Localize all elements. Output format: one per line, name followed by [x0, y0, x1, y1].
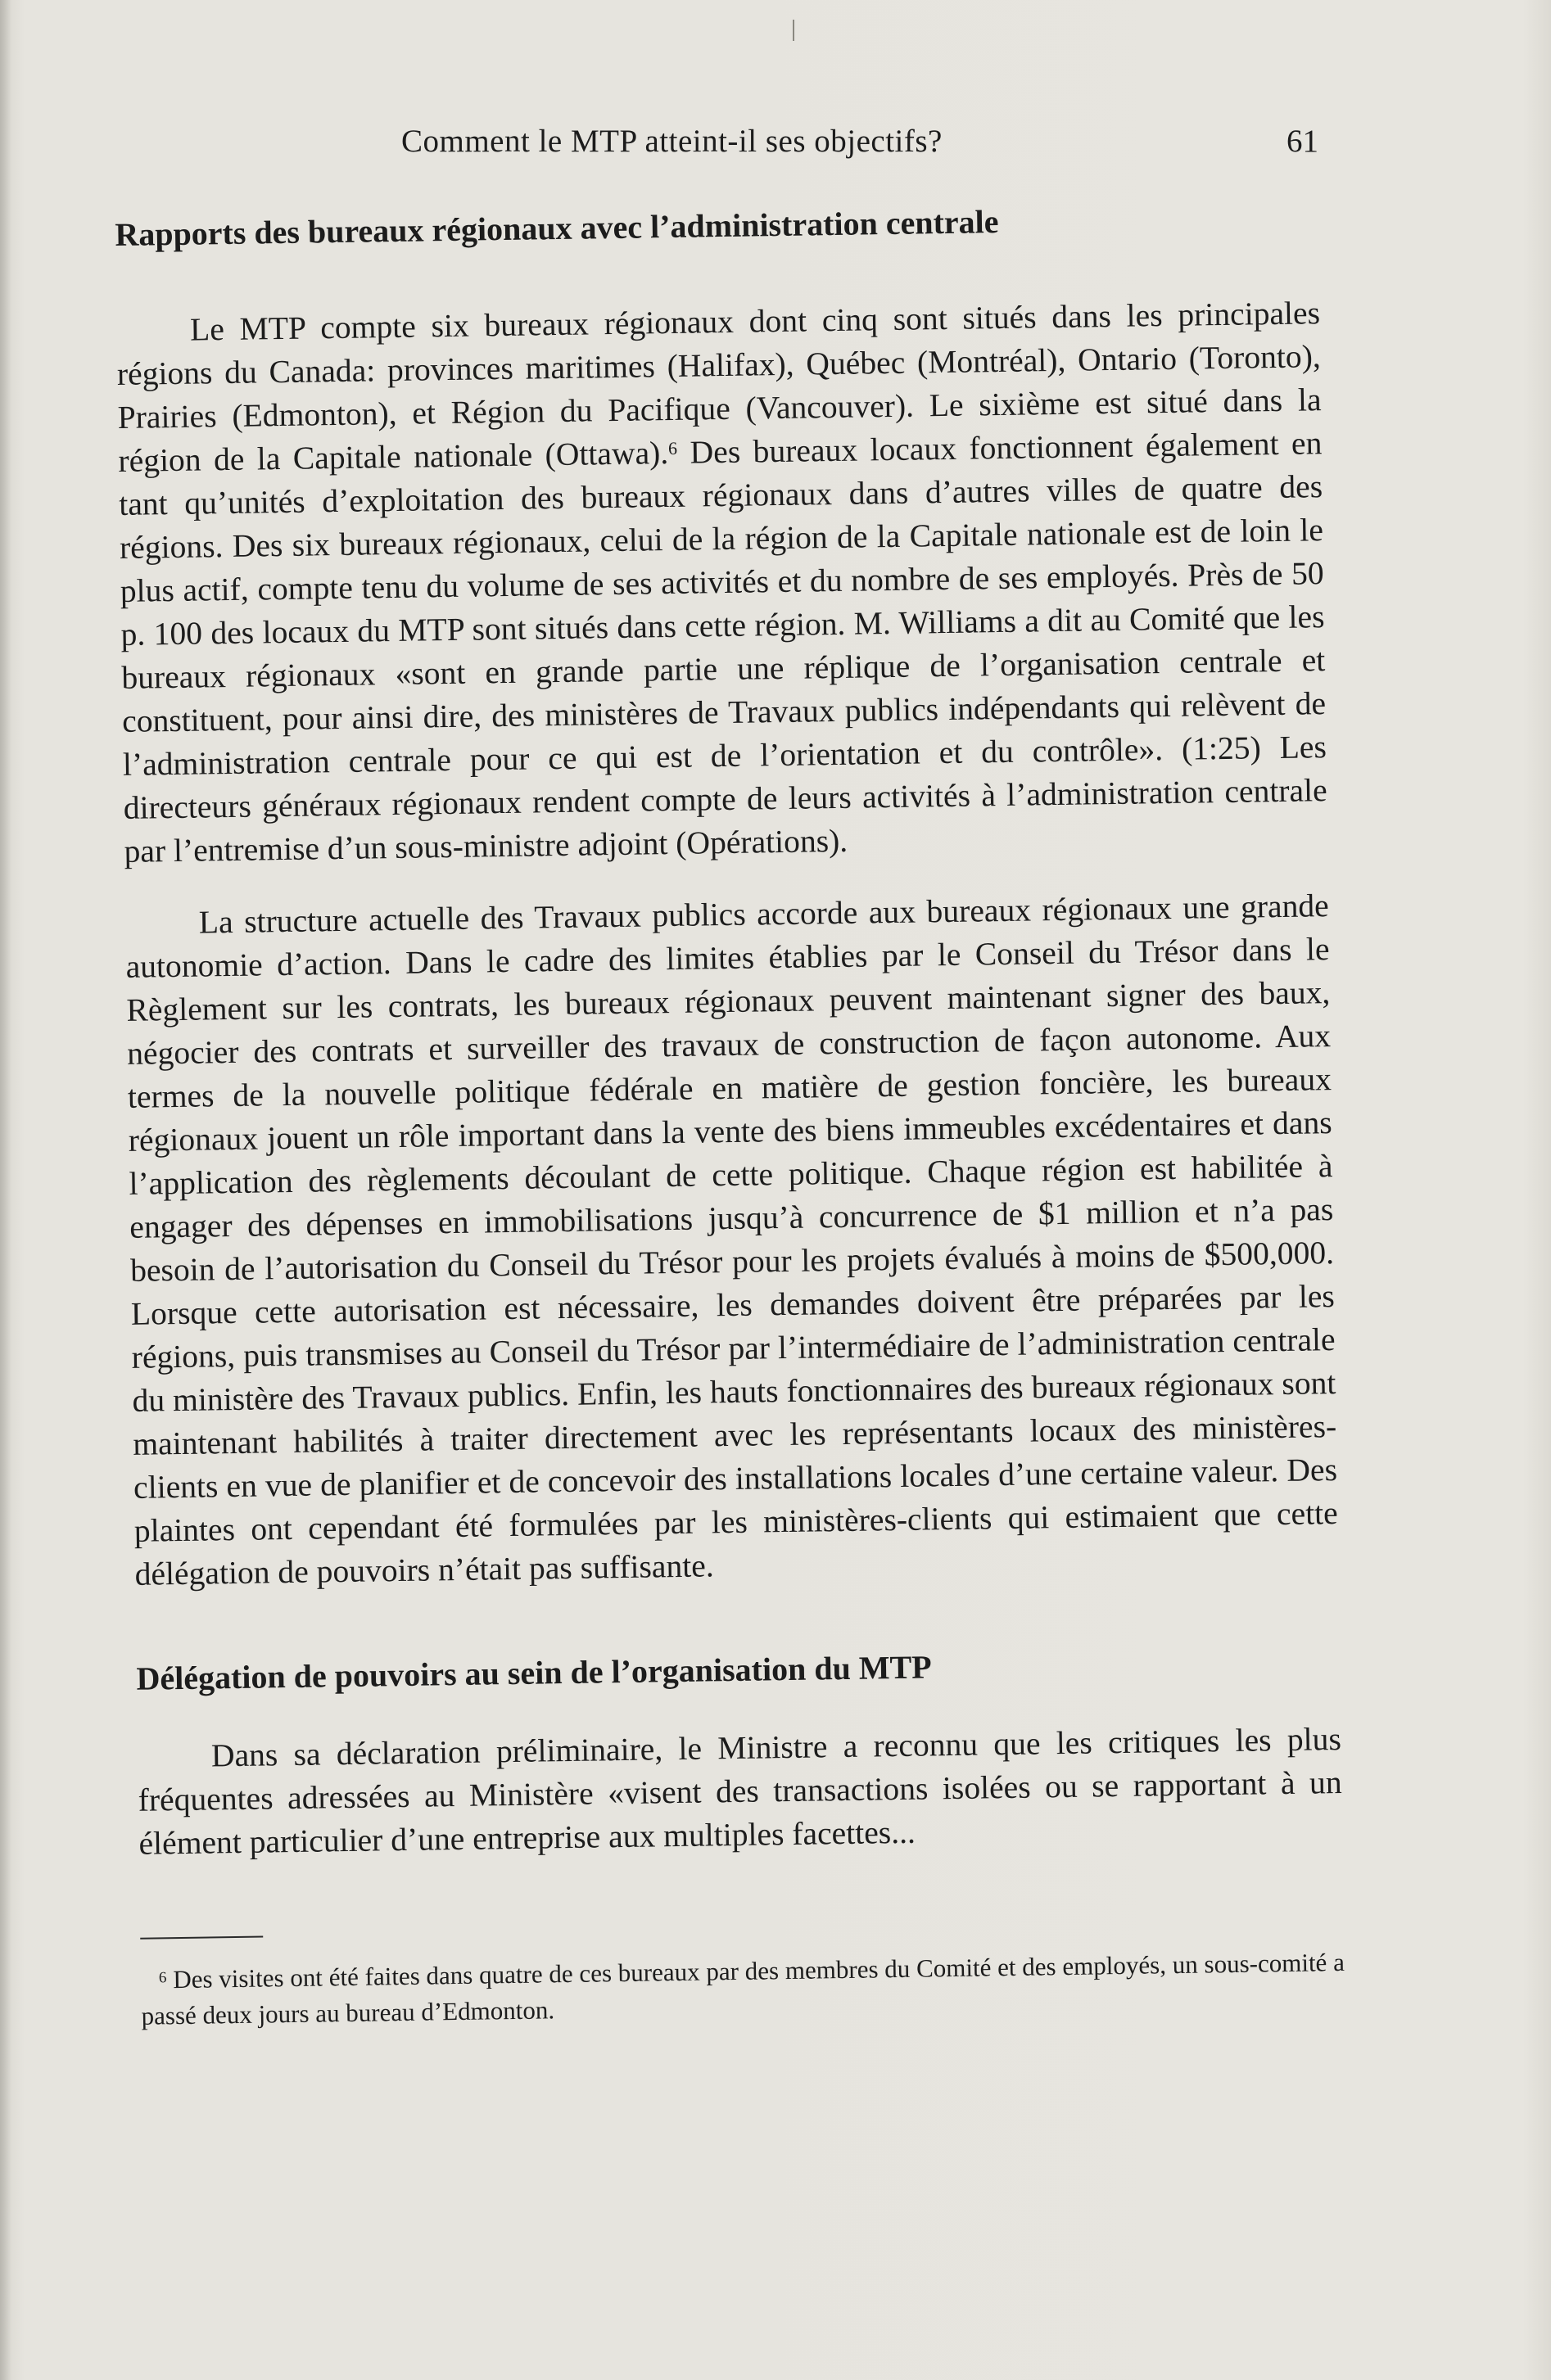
running-header — [115, 123, 1318, 172]
footnote-divider — [140, 1936, 263, 1940]
footnote-number: 6 — [158, 1969, 167, 1987]
page-number: 61 — [1286, 124, 1318, 159]
footnote — [141, 1944, 1345, 2035]
paragraph-autonomy: La structure actuelle des Travaux publics accorde aux bureaux régionaux une grande autonomie d’action. Dans le cadre des limites établies par le Conseil du Trésor dans le Règlement sur les contrats, les bureaux régionaux peuvent maintenant signer des baux, négocier des contrats et surveiller des travaux de construction de façon autonome. Aux termes de la nouvelle politique fédérale en matière de gestion foncière, les bureaux régionaux jouent un rôle important dans la vente des biens immeubles excédentaires et dans l’application des règlements découlant de cette politique. Chaque région est habilitée à engager des dépenses en immobilisations jusqu’à concurrence de $1 million et n’a pas besoin de l’autorisation du Conseil du Trésor pour les projets évalués à moins de $500,000. Lorsque cette autorisation est nécessaire, les demandes doivent être préparées par les régions, puis transmises au Conseil du Trésor par l’intermédiaire de l’administration centrale du ministère des Travaux publics. Enfin, les hauts fonctionnaires des bureaux régionaux sont maintenant habilités à traiter directement avec les représentants locaux des ministères-clients en vue de planifier et de concevoir des installations locales d’une certaine valeur. Des plaintes ont cependant été formulées par les ministères-clients qui estimaient que cette délégation de pouvoirs n’était pas suffisante. — [125, 887, 1339, 1592]
paragraph-text-part: Le MTP compte six bureaux régionaux dont cinq sont situés dans les principales régions du Canada: provinces maritimes (Halifax), Québec (Montréal), Ontario (Toronto), Prairies (Edmonton), et Région du Pacifique (Vancouver). Le sixième est situé dans la région de la Capitale nationale (Ottawa). — [116, 295, 1322, 479]
running-title: Comment le MTP atteint-il ses objectifs? — [401, 124, 943, 159]
paragraph-text-part: Des bureaux locaux fonctionnent également en tant qu’unités d’exploitation des bureaux régionaux dans d’autres villes de quatre des régions. Des six bureaux régionaux, celui de la région de la Capitale nationale est de loin le plus actif, compte tenu du volume de ses activités et du nombre de ses employés. Près de 50 p. 100 des locaux du MTP sont situés dans cette région. M. Williams a dit au Comité que les bureaux régionaux «sont en grande partie une réplique de l’organisation centrale et constituent, pour ainsi dire, des ministères de Travaux publics indépendants qui relèvent de l’administration centrale pour ce qui est de l’orientation et du contrôle». (1:25) Les directeurs généraux régionaux rendent compte de leurs activités à l’administration centrale par l’entremise d’un sous-ministre adjoint (Opérations). — [118, 425, 1327, 869]
scan-mark — [793, 20, 794, 41]
footnote-reference: 6 — [667, 437, 678, 459]
paragraph-minister-statement: Dans sa déclaration préliminaire, le Ministre a reconnu que les critiques les plus fréquentes adressées au Ministère «visent des transactions isolées ou se rapportant à un élément particulier d’une entreprise aux multiples facettes... — [138, 1720, 1342, 1862]
page-body — [115, 196, 1345, 2035]
paragraph-regional-offices — [116, 291, 1328, 874]
binding-shadow — [0, 0, 11, 2380]
section-heading-delegation: Délégation de pouvoirs au sein de l’organisation du MTP — [136, 1648, 932, 1697]
footnote-text: Des visites ont été faites dans quatre de ces bureaux par des membres du Comité et des employés, un sous-comité a passé deux jours au bureau d’Edmonton. — [141, 1947, 1345, 2030]
section-heading-regional-offices: Rapports des bureaux régionaux avec l’administration centrale — [115, 202, 999, 253]
